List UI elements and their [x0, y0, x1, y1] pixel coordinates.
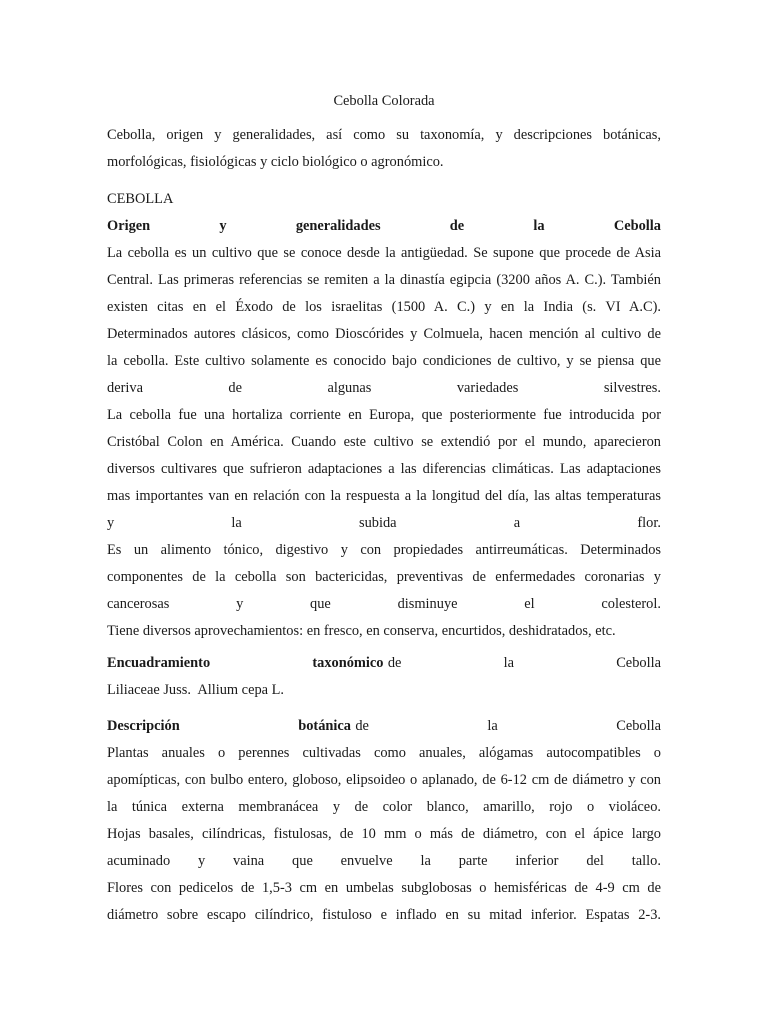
word: el: [524, 596, 535, 612]
spread-line: [107, 510, 661, 537]
word: parte: [458, 853, 488, 869]
word: que: [310, 596, 331, 612]
text-line: componentes de la cebolla son bactericidas, preventivas de enfermedades coronarias y: [107, 569, 661, 585]
document-title: Cebolla Colorada: [333, 93, 435, 109]
word: a: [513, 515, 521, 531]
section-descripcion: [107, 713, 661, 929]
heading-word: de: [449, 218, 465, 234]
heading-word: y: [219, 218, 227, 234]
text-line: Cristóbal Colon en América. Cuando este cultivo se extendió por el mundo, aparecieron: [107, 434, 661, 450]
word: subida: [359, 515, 397, 531]
section-heading-origen: [107, 213, 661, 240]
text-line: La cebolla es un cultivo que se conoce desde la antigüedad. Se supone que procede de Asia: [107, 245, 661, 261]
word: que: [292, 853, 313, 869]
section-heading-descripcion: [107, 713, 661, 740]
word: inferior: [515, 853, 559, 869]
text-line: Flores con pedicelos de 1,5-3 cm en umbelas subglobosas o hemisféricas de 4-9 cm de: [107, 880, 661, 896]
intro-paragraph: [107, 122, 661, 176]
text-line: diámetro sobre escapo cilíndrico, fistuloso e inflado en su mitad inferior. Espatas 2-3.: [107, 907, 661, 923]
heading-word: generalidades: [295, 218, 381, 234]
word: del: [586, 853, 604, 869]
text-line: Plantas anuales o perennes cultivadas como anuales, alógamas autocompatibles o: [107, 745, 661, 761]
text-line: Es un alimento tónico, digestivo y con propiedades antirreumáticas. Determinados: [107, 542, 661, 558]
word: envuelve: [340, 853, 393, 869]
heading-word: Cebolla: [616, 655, 661, 671]
word: de: [228, 380, 242, 396]
section-origen: [107, 213, 661, 645]
heading-word: Origen: [107, 218, 151, 234]
heading-word: de: [355, 718, 369, 734]
heading-word: Cebolla: [616, 718, 661, 734]
heading-word: la: [533, 218, 545, 234]
word: acuminado: [107, 853, 171, 869]
word: cancerosas: [107, 596, 170, 612]
text-line: existen citas en el Éxodo de los israelitas (1500 A. C.) y en la India (s. VI A.C).: [107, 299, 661, 315]
text-line: Hojas basales, cilíndricas, fistulosas, de 10 mm o más de diámetro, con el ápice largo: [107, 826, 661, 842]
text-line: mas importantes van en relación con la respuesta a la longitud del día, las altas temperaturas: [107, 488, 661, 504]
word: la: [420, 853, 431, 869]
text-line: Tiene diversos aprovechamientos: en fresco, en conserva, encurtidos, deshidratados, etc.: [107, 623, 616, 639]
word: y: [236, 596, 244, 612]
heading-word: la: [487, 718, 498, 734]
word: deriva: [107, 380, 143, 396]
heading-word: botánica: [298, 718, 351, 734]
word: tallo.: [631, 853, 661, 869]
text-line: diversos cultivares que sufrieron adaptaciones a las diferencias climáticas. Las adaptaciones: [107, 461, 661, 477]
heading-word: Encuadramiento: [107, 655, 211, 671]
section-taxonomia: [107, 650, 661, 704]
section-heading-taxonomia: [107, 650, 661, 677]
text-line: Central. Las primeras referencias se remiten a la dinastía egipcia (3200 años A. C.). También: [107, 272, 661, 288]
heading-word: de: [387, 655, 402, 671]
spread-line: [107, 848, 661, 875]
word: disminuye: [397, 596, 458, 612]
heading-word: la: [503, 655, 514, 671]
word: la: [231, 515, 242, 531]
word: variedades: [456, 380, 519, 396]
text-line: apomípticas, con bulbo entero, globoso, elipsoideo o aplanado, de 6-12 cm de diámetro y con: [107, 772, 661, 788]
word: silvestres.: [603, 380, 661, 396]
word: vaina: [233, 853, 265, 869]
heading-word: Cebolla: [613, 218, 661, 234]
text-line: la túnica externa membranácea y de color blanco, amarillo, rojo o violáceo.: [107, 799, 661, 815]
text-line: La cebolla fue una hortaliza corriente en Europa, que posteriormente fue introducida por: [107, 407, 661, 423]
title-block: [107, 88, 661, 115]
heading-word: Descripción: [107, 718, 180, 734]
word: algunas: [327, 380, 372, 396]
word: colesterol.: [601, 596, 661, 612]
main-heading: CEBOLLA: [107, 191, 174, 207]
word: y: [197, 853, 206, 869]
intro-line: morfológicas, fisiológicas y ciclo biológico o agronómico.: [107, 154, 444, 170]
intro-line: Cebolla, origen y generalidades, así como su taxonomía, y descripciones botánicas,: [107, 127, 661, 143]
taxonomy-line: Liliaceae Juss. Allium cepa L.: [107, 682, 285, 698]
text-line: la cebolla. Este cultivo solamente es conocido bajo condiciones de cultivo, y se piensa que: [107, 353, 661, 369]
main-heading-block: [107, 186, 661, 213]
spread-line: [107, 375, 661, 402]
word: y: [107, 515, 115, 531]
word: flor.: [637, 515, 661, 531]
spread-line: [107, 591, 661, 618]
heading-word: taxonómico: [312, 655, 384, 671]
text-line: Determinados autores clásicos, como Dioscórides y Colmuela, hacen mención al cultivo de: [107, 326, 661, 342]
